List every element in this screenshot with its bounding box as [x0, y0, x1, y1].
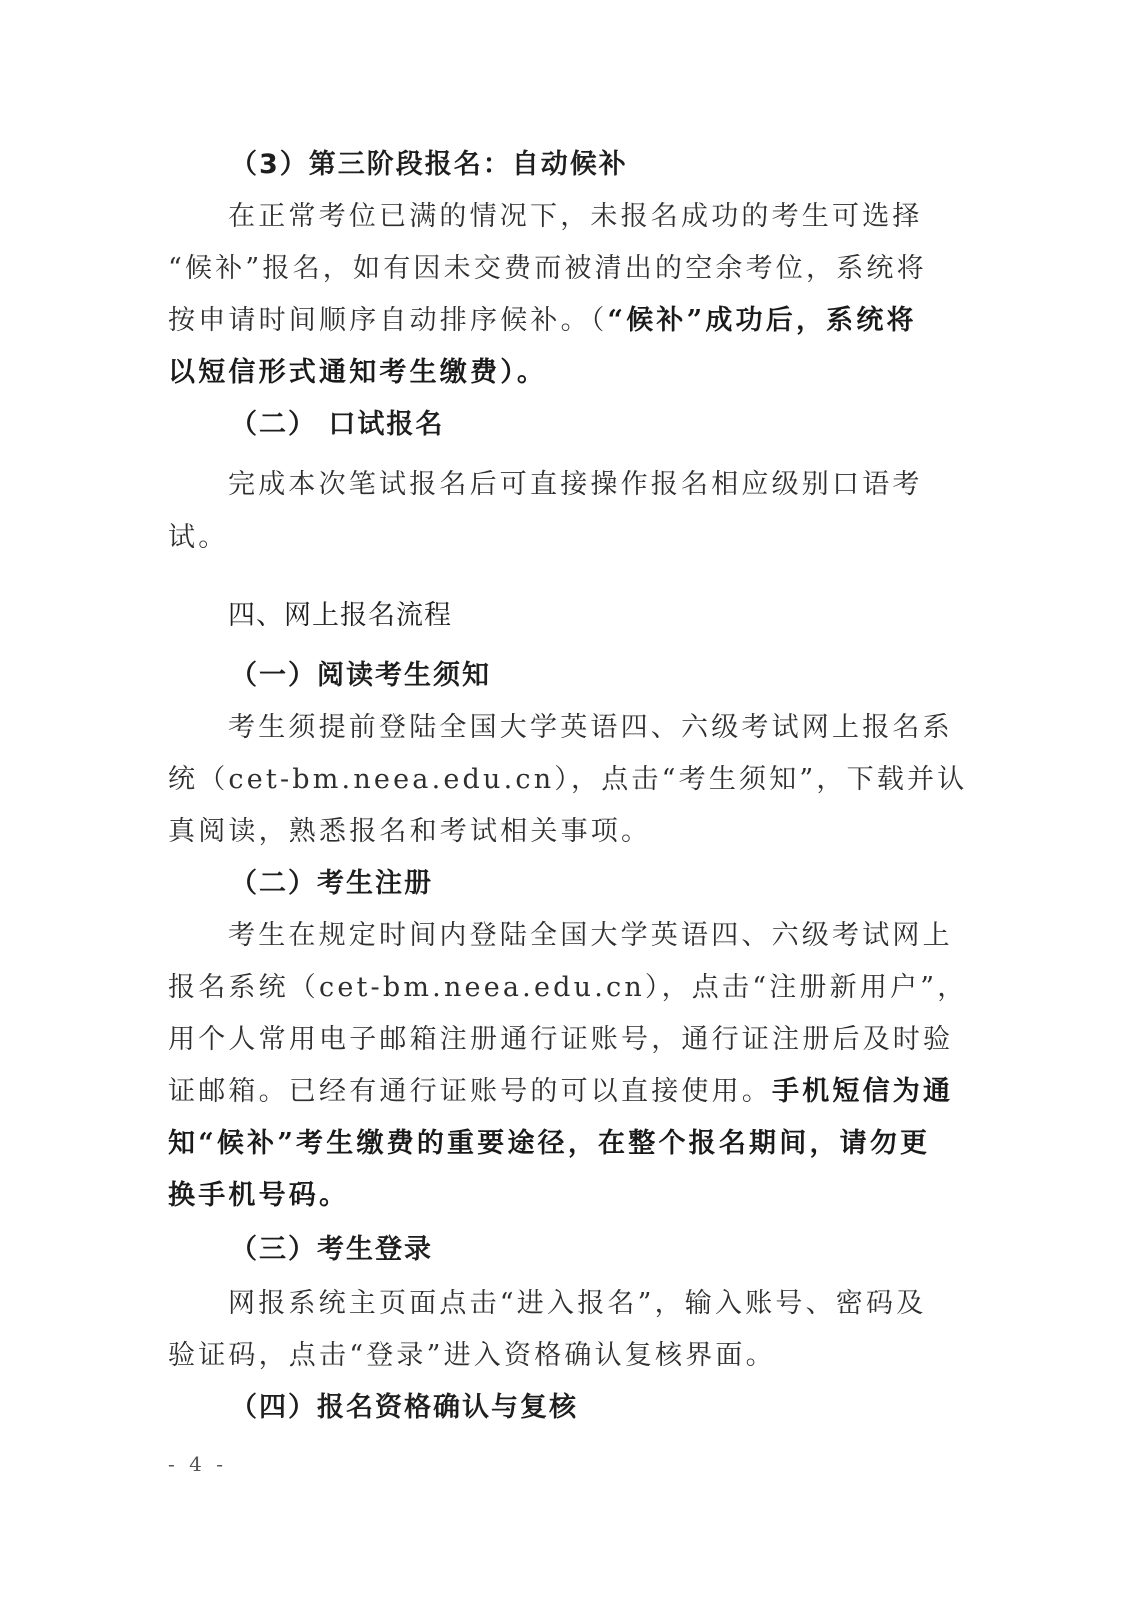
- heading-login: （三）考生登录: [230, 1234, 433, 1265]
- paragraph-line: “候补”报名，如有因未交费而被清出的空余考位，系统将: [168, 253, 927, 284]
- paragraph-line: 真阅读，熟悉报名和考试相关事项。: [168, 816, 652, 847]
- bold-emphasis: 知“候补”考生缴费的重要途径，在整个报名期间，请勿更: [168, 1128, 931, 1159]
- page-number: - 4 -: [168, 1452, 227, 1476]
- heading-register: （二）考生注册: [230, 868, 433, 899]
- paragraph-line: 验证码，点击“登录”进入资格确认复核界面。: [168, 1340, 776, 1371]
- paragraph-line: [168, 1124, 940, 1164]
- heading-stage3: （3）第三阶段报名：自动候补: [230, 149, 628, 180]
- paragraph-line: 网报系统主页面点击“进入报名”，输入账号、密码及: [228, 1288, 927, 1319]
- bold-emphasis: 以短信形式通知考生缴费）。: [168, 357, 548, 388]
- paragraph-line: [168, 1176, 940, 1216]
- paragraph-line: 试。: [168, 522, 229, 553]
- bold-emphasis: 手机短信为通: [772, 1076, 954, 1107]
- heading-read-notice: （一）阅读考生须知: [230, 660, 491, 691]
- paragraph-line: 考生在规定时间内登陆全国大学英语四、六级考试网上: [228, 920, 953, 951]
- heading-oral: （二） 口试报名: [230, 409, 445, 440]
- paragraph-line: 在正常考位已满的情况下，未报名成功的考生可选择: [228, 201, 923, 232]
- paragraph-line: 按申请时间顺序自动排序候补。（“候补”成功后，系统将: [168, 305, 917, 336]
- paragraph-line: 统（cet-bm.neea.edu.cn），点击“考生须知”，下载并认: [168, 764, 968, 795]
- heading-verify: （四）报名资格确认与复核: [230, 1392, 578, 1423]
- bold-emphasis: 换手机号码。: [168, 1180, 350, 1211]
- heading-online-process: 四、网上报名流程: [228, 600, 452, 631]
- bold-emphasis: “候补”成功后，系统将: [607, 305, 917, 336]
- paragraph-line: 用个人常用电子邮箱注册通行证账号，通行证注册后及时验: [168, 1024, 954, 1055]
- paragraph-line: 完成本次笔试报名后可直接操作报名相应级别口语考: [228, 469, 923, 500]
- paragraph-line: 报名系统（cet-bm.neea.edu.cn），点击“注册新用户”，: [168, 972, 968, 1003]
- paragraph-line: 证邮箱。已经有通行证账号的可以直接使用。手机短信为通: [168, 1076, 954, 1107]
- paragraph-line: 考生须提前登陆全国大学英语四、六级考试网上报名系: [228, 712, 953, 743]
- paragraph-line: [168, 353, 940, 393]
